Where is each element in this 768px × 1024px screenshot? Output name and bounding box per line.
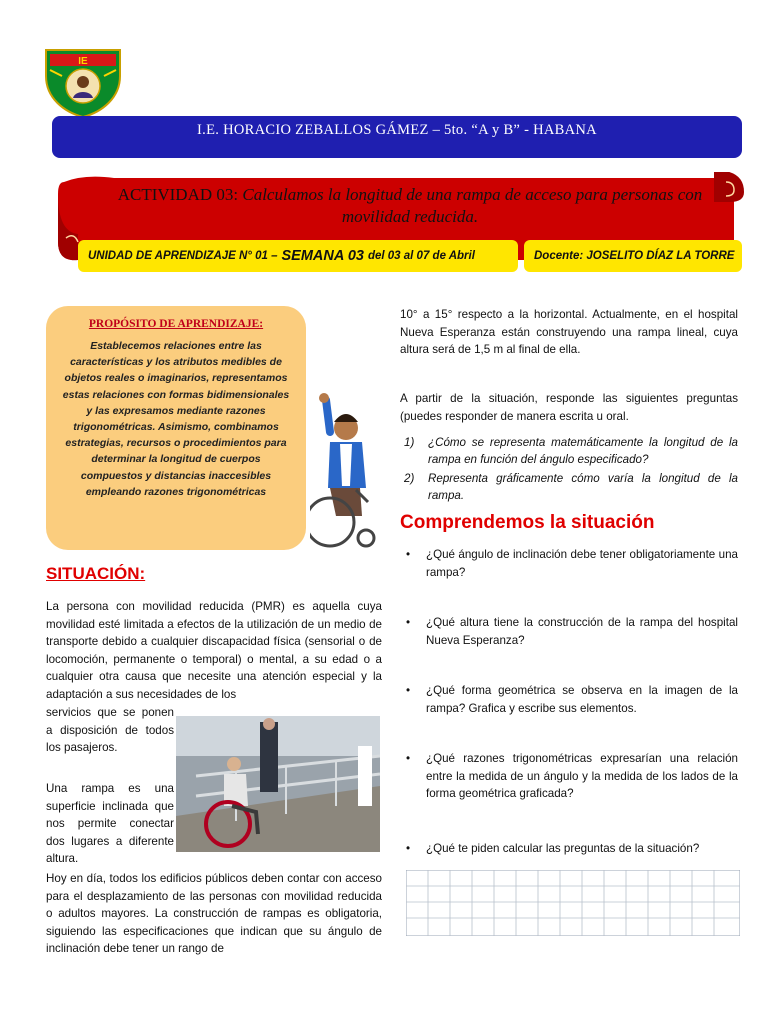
bullet-icon: • [406, 616, 411, 629]
purpose-body: Establecemos relaciones entre las características y los atributos medibles de objetos reales o imaginarios, representamos estas relaciones con formas bidimensionales y las expresamos mediante razones trigonométricas. Asimismo, combinamos estrategias, recursos o procedimientos para determinar la longitud de cuerpos compuestos y distancias inaccesibles empleando razones trigonométricas [62, 340, 290, 498]
activity-separator: : [233, 185, 239, 204]
school-line: I.E. HORACIO ZEBALLOS GÁMEZ – 5to. “A y B” - HABANA [197, 122, 597, 138]
purpose-title: PROPÓSITO DE APRENDIZAJE: [88, 318, 264, 330]
list-item: 1) ¿Cómo se representa matemáticamente la longitud de la rampa en función del ángulo especificado? [404, 436, 738, 466]
situation-paragraph-4: Hoy en día, todos los edificios públicos deben contar con acceso para el desplazamiento de las personas con movilidad reducida o adultos mayores. La construcción de rampas es obligatoria, siguiendo las especificaciones que indican que su ángulo de inclinación debe tener un rango de [46, 872, 382, 956]
bullet-icon: • [406, 684, 411, 697]
unit-label: UNIDAD DE APRENDIZAJE N° 01 – [88, 250, 278, 262]
week-label: SEMANA 03 [281, 248, 364, 264]
purpose-box [46, 306, 306, 550]
situation-paragraph-1: La persona con movilidad reducida (PMR) es aquella cuya movilidad esté limitada a efectos de la utilización de un medio de transporte debido a cualquier discapacidad física (sensorial o de locomoción, permanente o temporal) o mental, a su edad o a cualquier otra causa que necesite una atención especial y la adaptación a sus necesidades de los [46, 600, 382, 701]
situation-paragraph-3: Una rampa es una superficie inclinada que nos permite conectar dos lugares a diferente altura. [46, 782, 174, 866]
comprende-question: • ¿Qué te piden calcular las preguntas de la situación? [400, 840, 738, 858]
comprende-heading: Comprendemos la situación [400, 512, 655, 533]
teacher-label: Docente: JOSELITO DÍAZ LA TORRE [534, 250, 735, 262]
wheelchair-person-illustration [310, 392, 378, 550]
bullet-icon: • [406, 842, 411, 855]
situation-continuation: 10° a 15° respecto a la horizontal. Actualmente, en el hospital Nueva Esperanza están construyendo una rampa lineal, cuya altura será de 1,5 m al final de ella. [400, 308, 738, 357]
activity-title-text: Calculamos la longitud de una rampa de acceso para personas con movilidad reducida. [238, 185, 703, 226]
unit-bar [78, 240, 518, 272]
activity-title [100, 184, 720, 228]
comprende-question: • ¿Qué ángulo de inclinación debe tener obligatoriamente una rampa? [406, 548, 738, 579]
school-logo [42, 46, 124, 118]
comprende-question: • ¿Qué razones trigonométricas expresarían una relación entre la medida de un ángulo y la medida de los lados de la forma geométrica graficada? [406, 752, 738, 801]
instructions-paragraph: A partir de la situación, responde las siguientes preguntas (puedes responder de manera escrita u oral. [400, 392, 738, 423]
bullet-icon: • [406, 548, 411, 561]
situation-heading: SITUACIÓN: [46, 564, 146, 583]
teacher-bar [524, 240, 742, 272]
activity-label: ACTIVIDAD 03 [117, 185, 234, 204]
bullet-icon: • [406, 752, 411, 765]
logo-letters: IE [78, 56, 88, 67]
list-item: 2) Representa gráficamente cómo varía la longitud de la rampa. [404, 472, 738, 502]
questions-list [400, 434, 738, 506]
answer-grid [406, 870, 740, 936]
ramp-photo [176, 716, 380, 852]
comprende-question: • ¿Qué forma geométrica se observa en la imagen de la rampa? Grafica y escribe sus elementos. [406, 684, 738, 715]
school-header-bar [52, 116, 742, 158]
comprende-question: • ¿Qué altura tiene la construcción de la rampa del hospital Nueva Esperanza? [406, 616, 738, 647]
unit-dates: del 03 al 07 de Abril [367, 250, 475, 262]
situation-paragraph-2: servicios que se ponen a disposición de todos los pasajeros. [46, 706, 174, 755]
